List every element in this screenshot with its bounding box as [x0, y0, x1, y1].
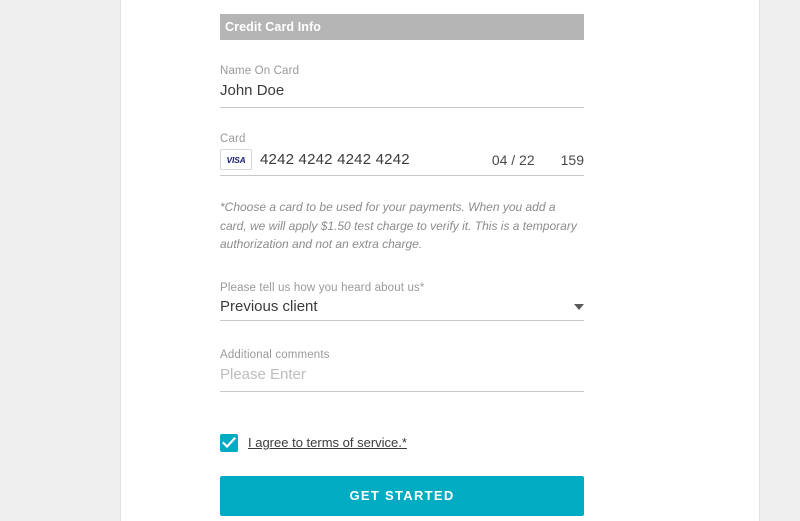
check-icon	[222, 437, 236, 449]
additional-comments-field[interactable]	[220, 349, 584, 392]
referral-field[interactable]	[220, 282, 584, 321]
card-label: Card	[220, 133, 246, 145]
name-on-card-field[interactable]	[220, 65, 584, 108]
additional-comments-placeholder: Please Enter	[220, 365, 306, 383]
referral-value: Previous client	[220, 297, 318, 315]
additional-comments-label: Additional comments	[220, 348, 330, 361]
section-header-label: Credit Card Info	[225, 20, 322, 34]
terms-label[interactable]: I agree to terms of service.*	[248, 435, 407, 451]
credit-card-form	[220, 0, 584, 516]
card-number-value: 4242 4242 4242 4242	[260, 151, 410, 168]
card-field[interactable]	[220, 133, 584, 176]
referral-label: Please tell us how you heard about us*	[220, 281, 425, 294]
terms-checkbox[interactable]	[220, 434, 238, 452]
card-expiry-value: 04 / 22	[491, 151, 535, 168]
name-on-card-label: Name On Card	[220, 65, 300, 77]
visa-icon-label: VISA	[226, 154, 246, 165]
name-on-card-input[interactable]	[220, 81, 584, 108]
form-panel	[120, 0, 760, 521]
section-header-credit-card-info	[220, 14, 584, 40]
get-started-button[interactable]: GET STARTED	[220, 476, 584, 516]
additional-comments-input[interactable]	[220, 365, 584, 392]
visa-icon	[220, 149, 252, 170]
name-on-card-value: John Doe	[220, 82, 285, 99]
terms-row[interactable]	[220, 434, 584, 452]
referral-select[interactable]	[220, 298, 584, 321]
chevron-down-icon[interactable]	[574, 304, 584, 310]
card-cvc-value: 159	[560, 151, 584, 168]
card-charge-note: *Choose a card to be used for your payments. When you add a card, we will apply $1.50 test charge to verify it. This is a temporary authorization and not an extra charge.	[220, 200, 577, 252]
card-input-row[interactable]	[220, 149, 584, 176]
